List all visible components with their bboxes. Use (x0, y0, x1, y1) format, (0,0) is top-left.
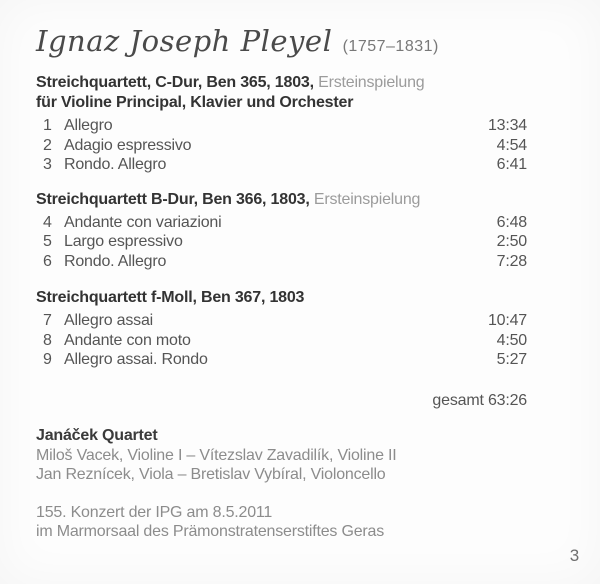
work-title: Streichquartett, C-Dur, Ben 365, 1803, (36, 74, 314, 91)
track-duration: 6:41 (496, 156, 527, 173)
track-number: 9 (43, 351, 52, 368)
work-premiere-note: Ersteinspielung (313, 190, 421, 208)
work-title: Streichquartett B-Dur, Ben 366, 1803, (36, 190, 310, 208)
track-duration: 4:50 (496, 331, 527, 349)
track-number: 7 (43, 312, 52, 329)
track-duration: 13:34 (487, 117, 527, 134)
track-title: Allegro assai (64, 312, 154, 329)
track-number: 5 (43, 233, 52, 250)
track-duration: 2:50 (496, 233, 527, 250)
work-title: Streichquartett f-Moll, Ben 367, 1803 (36, 289, 305, 306)
ensemble-members-line-2: Jan Reznícek, Viola – Bretislav Vybíral, Violoncello (36, 465, 386, 483)
ensemble-members-line-1: Miloš Vacek, Violine I – Vítezslav Zavadilík, Violine II (36, 446, 397, 464)
track-row (36, 331, 527, 351)
composer-dates: (1757–1831) (342, 38, 439, 55)
track-title: Adagio espressivo (64, 136, 192, 154)
track-number: 6 (43, 252, 52, 270)
page-content (36, 24, 527, 541)
track-number: 8 (43, 331, 52, 349)
track-title: Largo espressivo (64, 233, 183, 250)
total-value: 63:26 (487, 391, 527, 409)
track-row (36, 213, 527, 233)
track-row (36, 155, 527, 175)
track-title: Andante con moto (64, 331, 191, 349)
track-duration: 5:27 (496, 351, 527, 368)
track-duration: 6:48 (496, 213, 527, 231)
work-section (36, 288, 527, 370)
work-subtitle: für Violine Principal, Klavier und Orchester (36, 94, 354, 111)
work-section (36, 190, 527, 272)
page-number: 3 (569, 546, 579, 565)
concert-info-block (36, 503, 527, 541)
track-list (36, 213, 527, 272)
track-duration: 10:47 (487, 312, 527, 329)
track-title: Allegro assai. Rondo (64, 351, 208, 368)
total-duration (36, 391, 527, 411)
track-list (36, 116, 527, 175)
track-duration: 7:28 (496, 252, 527, 270)
track-number: 3 (43, 156, 52, 173)
ensemble-block (36, 426, 527, 484)
concert-info-line-1: 155. Konzert der IPG am 8.5.2011 (36, 503, 273, 521)
track-row (36, 350, 527, 370)
track-number: 4 (43, 213, 52, 231)
work-premiere-note: Ersteinspielung (318, 74, 425, 91)
track-list (36, 311, 527, 370)
track-number: 1 (43, 117, 52, 134)
ensemble-name: Janáček Quartet (36, 426, 158, 444)
track-title: Rondo. Allegro (64, 156, 167, 173)
composer-name: Ignaz Joseph Pleyel (36, 24, 333, 58)
track-title: Rondo. Allegro (64, 252, 167, 270)
track-row (36, 311, 527, 331)
work-section (36, 73, 527, 175)
track-duration: 4:54 (496, 136, 527, 154)
concert-info-line-2: im Marmorsaal des Prämonstratenserstiftes Geras (36, 522, 385, 540)
track-row (36, 252, 527, 272)
track-number: 2 (43, 136, 52, 154)
track-row (36, 136, 527, 156)
composer-header (36, 24, 527, 66)
track-row (36, 116, 527, 136)
total-label: gesamt (432, 391, 484, 409)
track-title: Andante con variazioni (64, 213, 222, 231)
track-title: Allegro (64, 117, 113, 134)
track-row (36, 232, 527, 252)
